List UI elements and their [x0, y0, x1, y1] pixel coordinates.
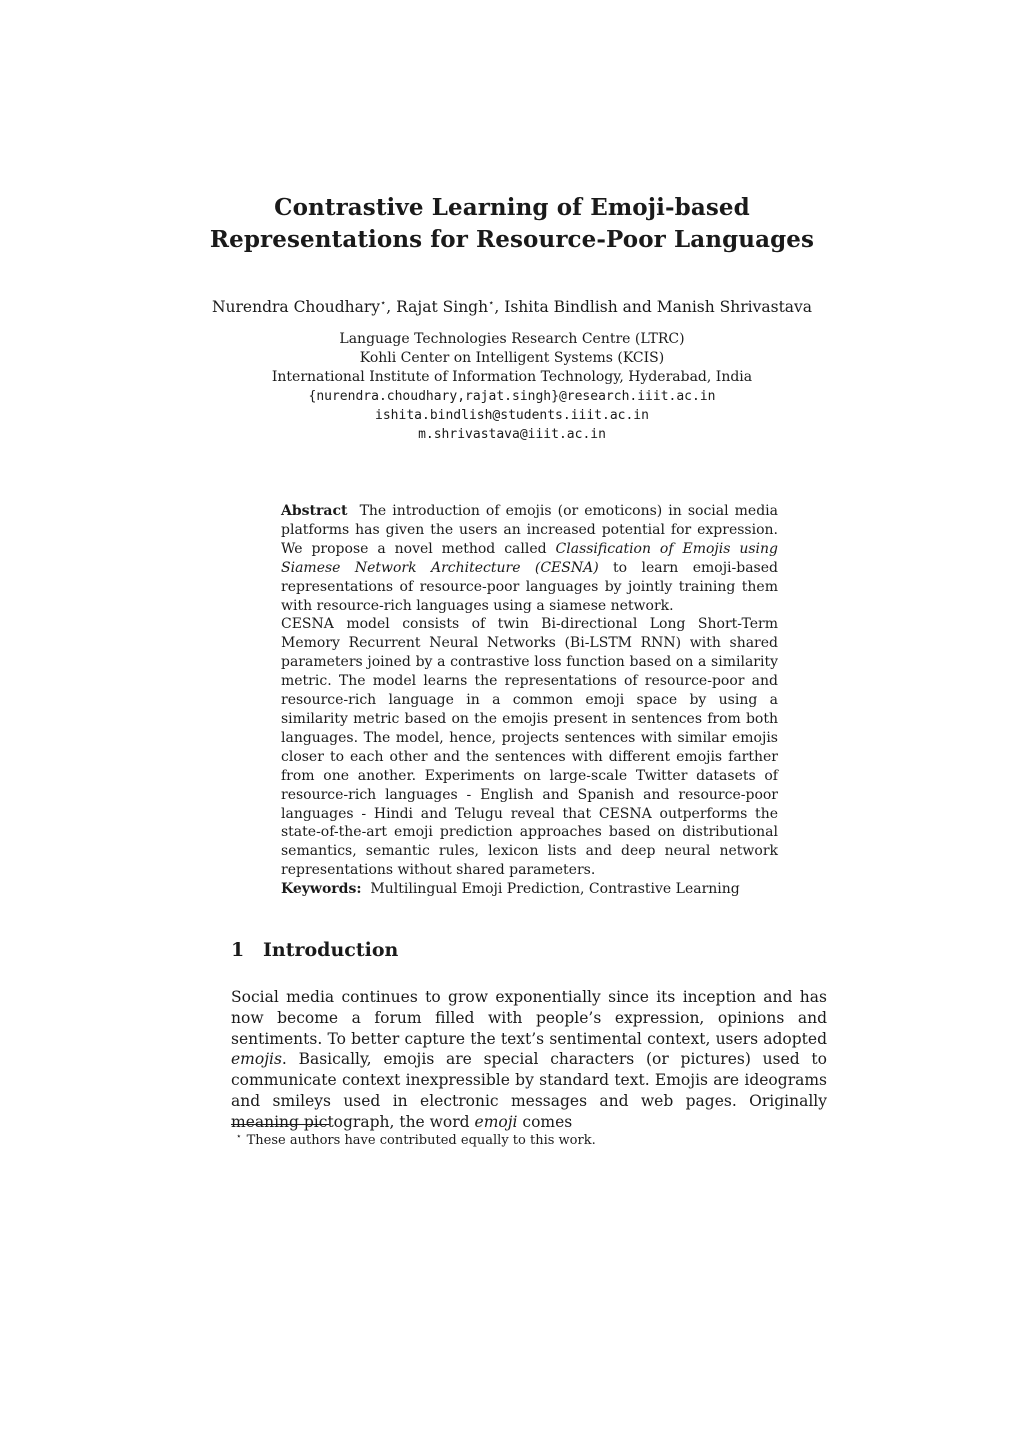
- abstract-heading: Abstract: [281, 503, 348, 519]
- method-name: Classification of Emojis using Siamese Network Architecture (CESNA): [281, 540, 778, 576]
- footnote-text: These authors have contributed equally to this work.: [246, 1133, 596, 1148]
- title-line-2: Representations for Resource-Poor Languages: [209, 226, 815, 253]
- keywords: [281, 880, 778, 899]
- affiliation-block: [0, 330, 1024, 444]
- body-text: comes: [517, 1112, 573, 1131]
- email-line-1: {nurendra.choudhary,rajat.singh}@research.iiit.ac.in: [308, 389, 716, 404]
- paper-title: [0, 192, 1024, 256]
- keywords-text: Multilingual Emoji Prediction, Contrastive Learning: [370, 881, 740, 897]
- email-line-2: ishita.bindlish@students.iiit.ac.in: [375, 408, 649, 423]
- authors-3-4: Ishita Bindlish and Manish Shrivastava: [504, 298, 813, 316]
- abstract-paragraph-2: CESNA model consists of twin Bi-directional Long Short-Term Memory Recurrent Neural Networks (Bi-LSTM RNN) with shared parameters joined by a contrastive loss function based on a similarity metric. The model learns the representations of resource-poor and resource-rich language in a common emoji space by using a similarity metric based on the emojis present in sentences from both languages. The model, hence, projects sentences with similar emojis closer to each other and the sentences with different emojis farther from one another. Experiments on large-scale Twitter datasets of resource-rich languages - English and Spanish and resource-poor languages - Hindi and Telugu reveal that CESNA outperforms the state-of-the-art emoji prediction approaches based on distributional semantics, semantic rules, lexicon lists and deep neural network representations without shared parameters.: [281, 616, 778, 879]
- keywords-label: Keywords:: [281, 881, 362, 897]
- footnote-mark: ⋆: [236, 1132, 242, 1142]
- author-1: Nurendra Choudhary: [211, 298, 381, 316]
- equal-contribution-mark: ⋆: [380, 298, 387, 309]
- equal-contribution-mark: ⋆: [488, 298, 495, 309]
- abstract-paragraph-1: [281, 502, 778, 615]
- abstract-text: to learn emoji-based representations of resource-poor languages by jointly training them with resource-rich languages using a siamese network.: [281, 559, 778, 614]
- body-text: Social media continues to grow exponentially since its inception and has now become a forum filled with people’s expression, opinions and sentiments. To better capture the text’s sentimental context, users adopted: [231, 988, 827, 1048]
- footnote: [236, 1128, 826, 1150]
- affiliation-line-2: Kohli Center on Intelligent Systems (KCIS): [359, 350, 665, 366]
- abstract-text: The introduction of emojis (or emoticons) in social media platforms has given the users an increased potential for expression. We propose a novel method called: [281, 503, 778, 557]
- affiliation-line-1: Language Technologies Research Centre (LTRC): [339, 331, 685, 347]
- author-list: Nurendra Choudhary⋆, Rajat Singh⋆, Ishita Bindlish and Manish Shrivastava: [211, 298, 813, 316]
- title-line-1: Contrastive Learning of Emoji-based: [274, 194, 750, 221]
- emphasis: emoji: [474, 1112, 518, 1131]
- author-2: Rajat Singh: [396, 298, 489, 316]
- body-text: . Basically, emojis are special characters (or pictures) used to communicate context inexpressible by standard text. Emojis are ideograms and smileys used in electronic messages and web pages. Originally meaning pictograph, the word: [231, 1050, 827, 1131]
- affiliation-line-3: International Institute of Information Technology, Hyderabad, India: [271, 369, 753, 385]
- section-heading-introduction: [231, 937, 831, 963]
- abstract: [281, 502, 778, 880]
- section-number: 1: [231, 939, 245, 961]
- emphasis: emojis: [231, 1050, 282, 1069]
- introduction-paragraph: [231, 987, 827, 1133]
- section-title: Introduction: [263, 939, 399, 961]
- footnote-rule: [231, 1124, 329, 1125]
- email-line-3: m.shrivastava@iiit.ac.in: [418, 427, 606, 442]
